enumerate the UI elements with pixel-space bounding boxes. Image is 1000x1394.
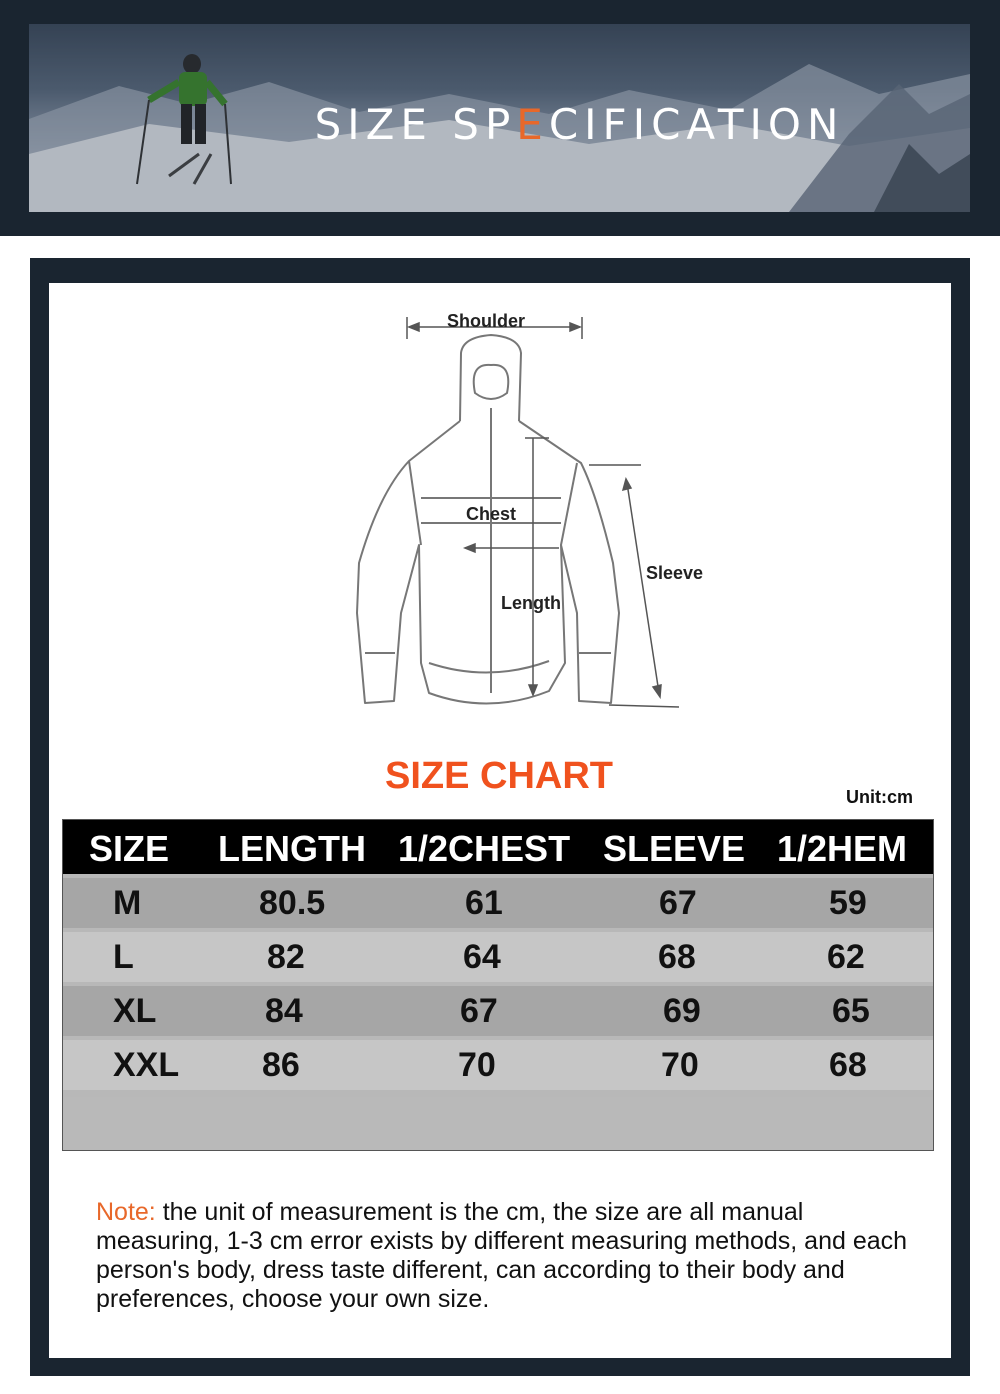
title-part: SIZE SP	[314, 100, 517, 149]
hood-opening	[474, 365, 509, 399]
table-header	[63, 820, 933, 874]
cell-sleeve: 68	[658, 938, 696, 976]
table-row	[63, 878, 933, 928]
cell-half-chest: 67	[460, 992, 498, 1030]
cell-size: L	[113, 938, 134, 976]
note-text: the unit of measurement is the cm, the size are all manual measuring, 1-3 cm error exists by different measuring methods, and each person's body, dress taste different, can according to their body and preferences, choose your own size.	[96, 1198, 908, 1313]
cell-length: 84	[265, 992, 303, 1030]
cell-half-hem: 59	[829, 884, 867, 922]
content-frame	[30, 258, 970, 1376]
cell-sleeve: 70	[661, 1046, 699, 1084]
sleeve-label: Sleeve	[646, 563, 704, 583]
size-table	[62, 819, 934, 1151]
cell-half-chest: 61	[465, 884, 503, 922]
cell-half-hem: 65	[832, 992, 870, 1030]
cell-sleeve: 67	[659, 884, 697, 922]
cell-half-chest: 64	[463, 938, 501, 976]
table-row	[63, 1040, 933, 1090]
table-row	[63, 986, 933, 1036]
cell-half-chest: 70	[458, 1046, 496, 1084]
header-size: SIZE	[89, 828, 170, 869]
banner-title	[29, 100, 970, 149]
cell-half-hem: 62	[827, 938, 865, 976]
header-sleeve: SLEEVE	[603, 828, 746, 869]
header-length: LENGTH	[218, 828, 366, 869]
sleeve-arrow	[627, 483, 659, 693]
title-highlight-letter: E	[516, 100, 549, 149]
cell-size: M	[113, 884, 142, 922]
chest-label: Chest	[466, 504, 517, 524]
size-chart-title: SIZE CHART	[385, 755, 613, 797]
cell-length: 86	[262, 1046, 300, 1084]
banner-photo	[29, 24, 970, 212]
cell-half-hem: 68	[829, 1046, 867, 1084]
table-empty-row	[63, 1097, 933, 1150]
header-half-hem: 1/2HEM	[777, 828, 908, 869]
unit-label: Unit:cm	[846, 787, 913, 807]
body-outline	[357, 421, 619, 704]
cell-length: 80.5	[259, 884, 326, 922]
table-row	[63, 932, 933, 982]
shoulder-label: Shoulder	[447, 311, 526, 331]
header-banner	[0, 0, 1000, 236]
cell-length: 82	[267, 938, 305, 976]
content-panel	[49, 283, 951, 1358]
cell-size: XL	[113, 992, 157, 1030]
measurement-note	[96, 1198, 916, 1314]
length-label: Length	[501, 593, 561, 613]
note-label: Note:	[96, 1198, 156, 1226]
cell-sleeve: 69	[663, 992, 701, 1030]
cell-size: XXL	[113, 1046, 180, 1084]
header-half-chest: 1/2CHEST	[398, 828, 571, 869]
title-part: CIFICATION	[548, 100, 845, 149]
